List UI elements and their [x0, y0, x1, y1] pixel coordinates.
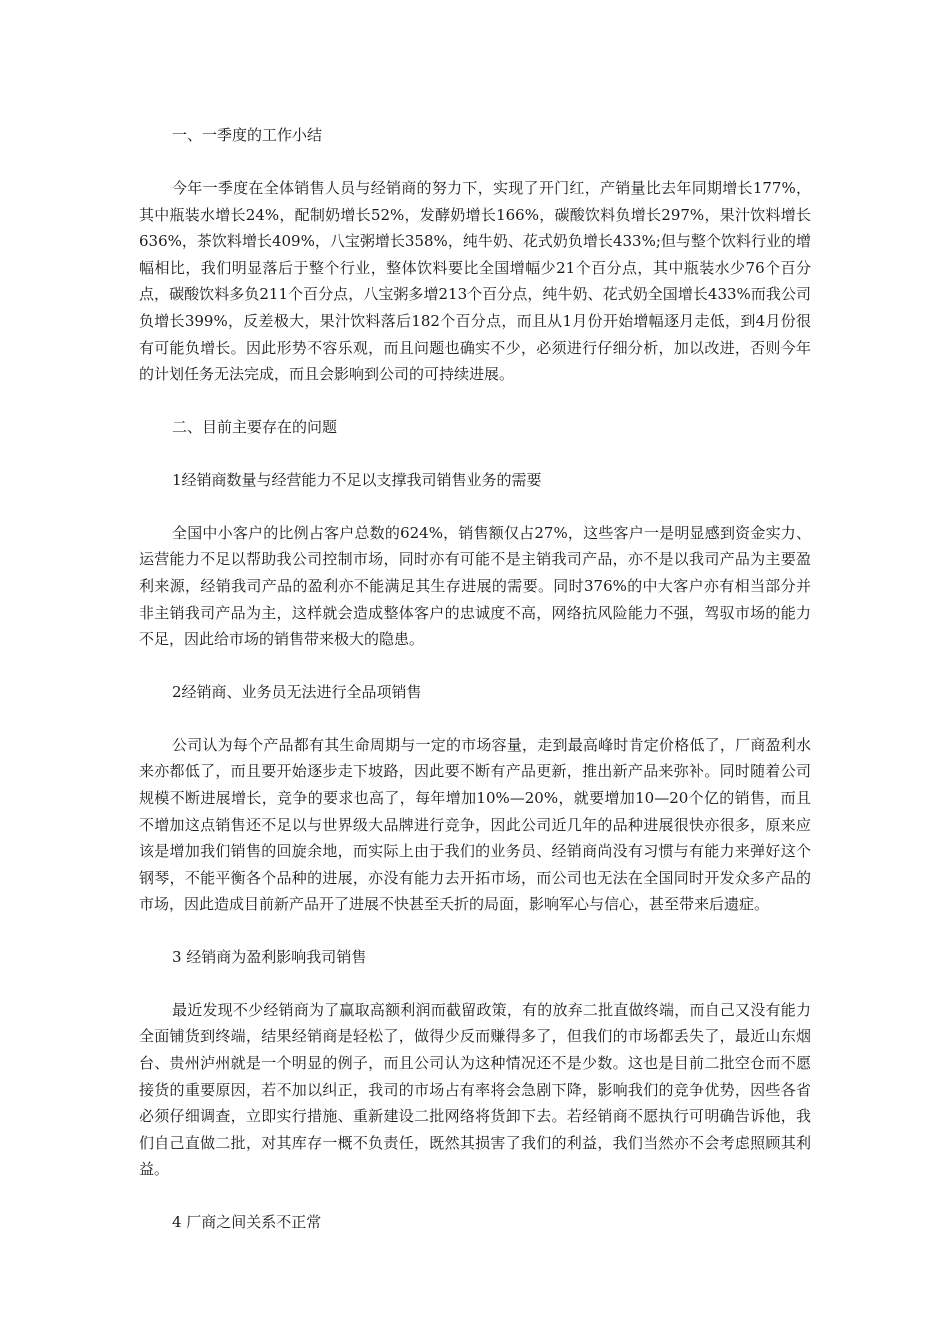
item4-heading: 4 厂商之间关系不正常: [172, 1213, 322, 1232]
section2-heading: 二、目前主要存在的问题: [172, 417, 338, 436]
item3-paragraph: 最近发现不少经销商为了赢取高额利润而截留政策，有的放弃二批直做终端，而自己又没有能力全面铺货到终端，结果经销商是轻松了，做得少反而赚得多了，但我们的市场都丢失了，最近山东烟台、贵州泸州就是一个明显的例子，而且公司认为这种情况还不是少数。这也是目前二批空仓而不愿接货的重要原因，若不加以纠正，我司的市场占有率将会急剧下降，影响我们的竞争优势，因些各省必须仔细调查，立即实行措施、重新建设二批网络将货卸下去。若经销商不愿执行可明确告诉他，我们自己直做二批，对其库存一概不负责任，既然其损害了我们的利益，我们当然亦不会考虑照顾其利益。: [139, 1000, 811, 1179]
item2-heading: 2经销商、业务员无法进行全品项销售: [172, 682, 422, 701]
item1-heading: 1经销商数量与经营能力不足以支撑我司销售业务的需要: [172, 470, 542, 489]
item3-heading: 3 经销商为盈利影响我司销售: [172, 947, 367, 966]
section1-heading: 一、一季度的工作小结: [172, 126, 323, 144]
section1-paragraph: 今年一季度在全体销售人员与经销商的努力下，实现了开门红，产销量比去年同期增长177%，其中瓶装水增长24%，配制奶增长52%，发酵奶增长166%，碳酸饮料负增长297%，果汁饮料增长636%，茶饮料增长409%，八宝粥增长358%，纯牛奶、花式奶负增长433%;但与整个饮料行业的增幅相比，我们明显落后于整个行业，整体饮料要比全国增幅少21个百分点，其中瓶装水少76个百分点，碳酸饮料多负211个百分点，八宝粥多增213个百分点，纯牛奶、花式奶全国增长433%而我公司负增长399%，反差极大，果汁饮料落后182个百分点，而且从1月份开始增幅逐月走低，到4月份很有可能负增长。因此形势不容乐观，而且问题也确实不少，必须进行仔细分析，加以改进，否则今年的计划任务无法完成，而且会影响到公司的可持续进展。: [139, 179, 811, 384]
document-page: [139, 122, 811, 1235]
item1-paragraph: 全国中小客户的比例占客户总数的624%，销售额仅占27%，这些客户一是明显感到资金实力、运营能力不足以帮助我公司控制市场，同时亦有可能不是主销我司产品，亦不是以我司产品为主要盈利来源，经销我司产品的盈利亦不能满足其生存进展的需要。同时376%的中大客户亦有相当部分并非主销我司产品为主，这样就会造成整体客户的忠诚度不高，网络抗风险能力不强，驾驭市场的能力不足，因此给市场的销售带来极大的隐患。: [139, 523, 811, 649]
item2-paragraph: 公司认为每个产品都有其生命周期与一定的市场容量，走到最高峰时肯定价格低了，厂商盈利水来亦都低了，而且要开始逐步走下坡路，因此要不断有产品更新，推出新产品来弥补。同时随着公司规模不断进展增长，竞争的要求也高了，每年增加10%—20%，就要增加10—20个亿的销售，而且不增加这点销售还不足以与世界级大品牌进行竞争，因此公司近几年的品种进展很快亦很多，原来应该是增加我们销售的回旋余地，而实际上由于我们的业务员、经销商尚没有习惯与有能力来弹好这个钢琴，不能平衡各个品种的进展，亦没有能力去开拓市场，而公司也无法在全国同时开发众多产品的市场，因此造成目前新产品开了进展不快甚至夭折的局面，影响军心与信心，甚至带来后遗症。: [139, 735, 811, 914]
